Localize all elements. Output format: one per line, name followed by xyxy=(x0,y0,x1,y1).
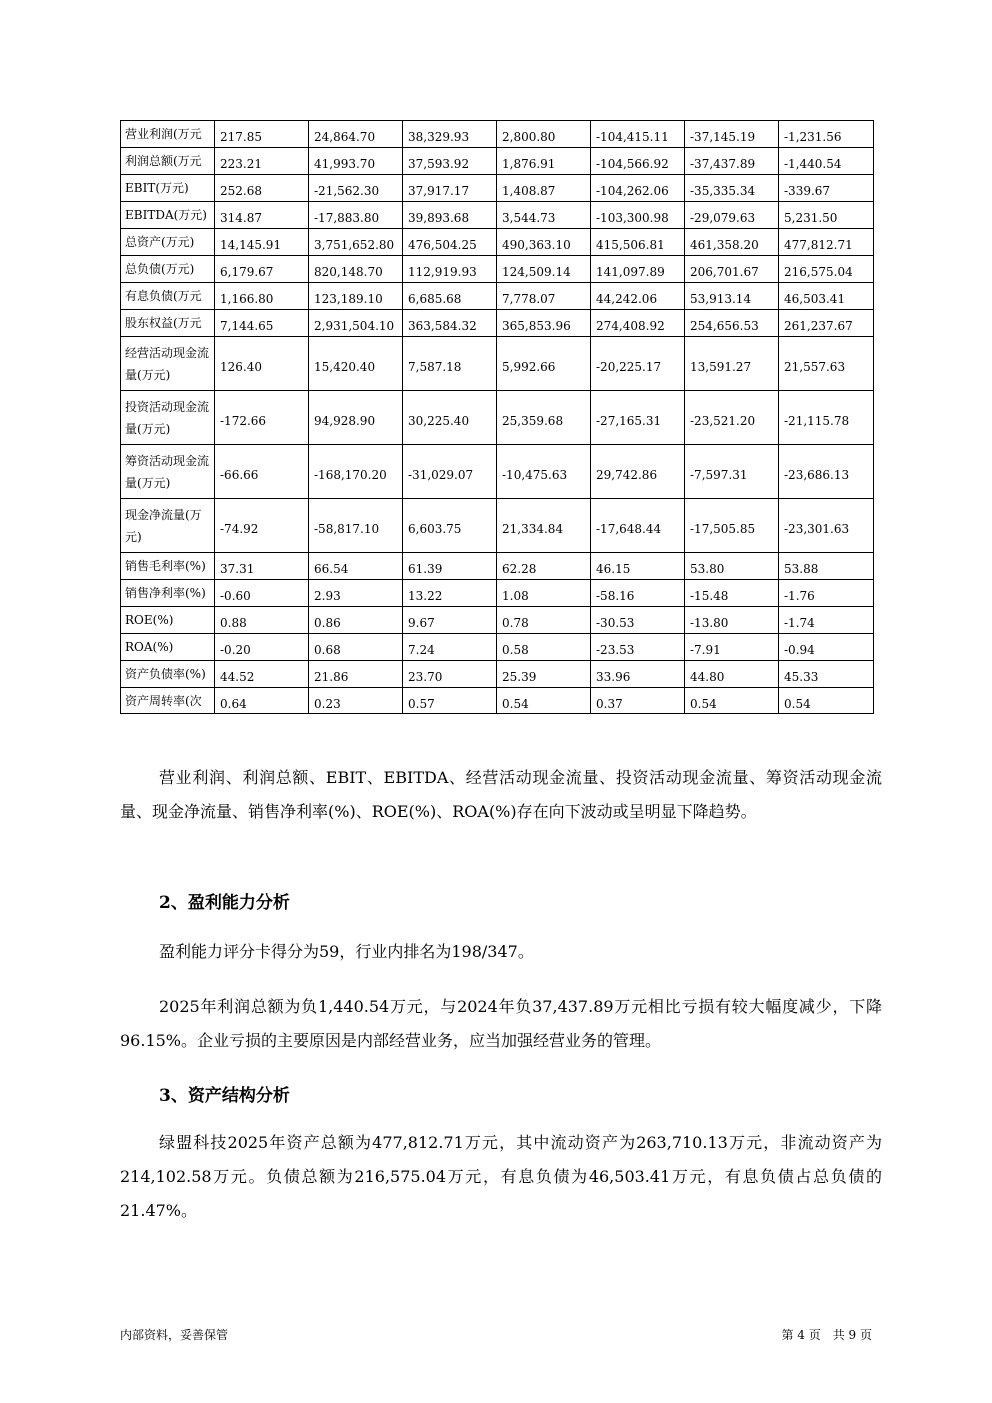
table-cell: 1,166.80 xyxy=(215,283,309,310)
table-cell: 0.57 xyxy=(403,688,497,714)
table-cell: 0.78 xyxy=(497,607,591,634)
table-cell: 477,812.71 xyxy=(779,229,874,256)
table-cell: -17,648.44 xyxy=(591,499,685,553)
table-cell: 13.22 xyxy=(403,580,497,607)
table-cell: -58,817.10 xyxy=(309,499,403,553)
row-label: 股东权益(万元 xyxy=(121,310,215,337)
table-cell: -66.66 xyxy=(215,445,309,499)
row-label: 经营活动现金流量(万元) xyxy=(121,337,215,391)
table-cell: -21,562.30 xyxy=(309,175,403,202)
table-row xyxy=(121,337,874,391)
table-cell: 61.39 xyxy=(403,553,497,580)
table-cell: 0.86 xyxy=(309,607,403,634)
table-cell: 2,931,504.10 xyxy=(309,310,403,337)
table-row xyxy=(121,175,874,202)
table-cell: -31,029.07 xyxy=(403,445,497,499)
table-cell: 1,876.91 xyxy=(497,148,591,175)
footer-confidential-note: 内部资料，妥善保管 xyxy=(120,1328,229,1342)
table-cell: 37,593.92 xyxy=(403,148,497,175)
table-cell: -58.16 xyxy=(591,580,685,607)
table-cell: 23.70 xyxy=(403,661,497,688)
table-cell: 461,358.20 xyxy=(685,229,779,256)
row-label: 总资产(万元) xyxy=(121,229,215,256)
table-cell: -339.67 xyxy=(779,175,874,202)
table-row xyxy=(121,445,874,499)
row-label: 有息负债(万元 xyxy=(121,283,215,310)
table-row xyxy=(121,688,874,714)
table-cell: 0.54 xyxy=(497,688,591,714)
table-cell: -0.60 xyxy=(215,580,309,607)
table-cell: 13,591.27 xyxy=(685,337,779,391)
table-row xyxy=(121,310,874,337)
table-cell: -15.48 xyxy=(685,580,779,607)
table-cell: 216,575.04 xyxy=(779,256,874,283)
table-row xyxy=(121,607,874,634)
table-cell: 141,097.89 xyxy=(591,256,685,283)
table-cell: -37,145.19 xyxy=(685,121,779,148)
table-cell: -103,300.98 xyxy=(591,202,685,229)
table-cell: 5,992.66 xyxy=(497,337,591,391)
profitability-score-paragraph: 盈利能力评分卡得分为59，行业内排名为198/347。 xyxy=(159,942,534,961)
table-cell: 314.87 xyxy=(215,202,309,229)
table-cell: 14,145.91 xyxy=(215,229,309,256)
table-cell: -37,437.89 xyxy=(685,148,779,175)
footer-page-number: 第 4 页 共 9 页 xyxy=(781,1328,872,1342)
table-cell: 24,864.70 xyxy=(309,121,403,148)
table-cell: -23.53 xyxy=(591,634,685,661)
table-cell: -1,440.54 xyxy=(779,148,874,175)
table-cell: 0.68 xyxy=(309,634,403,661)
table-cell: 45.33 xyxy=(779,661,874,688)
table-cell: 363,584.32 xyxy=(403,310,497,337)
trend-summary-paragraph: 营业利润、利润总额、EBIT、EBITDA、经营活动现金流量、投资活动现金流量、筹资活动现金流量、现金净流量、销售净利率(%)、ROE(%)、ROA(%)存在向下波动或呈明显下降趋势。 xyxy=(120,768,882,821)
table-cell: 21,334.84 xyxy=(497,499,591,553)
table-cell: 261,237.67 xyxy=(779,310,874,337)
table-cell: 62.28 xyxy=(497,553,591,580)
row-label: 现金净流量(万元) xyxy=(121,499,215,553)
table-cell: -17,883.80 xyxy=(309,202,403,229)
table-cell: 66.54 xyxy=(309,553,403,580)
row-label: 销售净利率(%) xyxy=(121,580,215,607)
section-heading-profitability: 2、盈利能力分析 xyxy=(159,893,290,913)
table-cell: 0.37 xyxy=(591,688,685,714)
table-cell: 3,544.73 xyxy=(497,202,591,229)
table-cell: 0.54 xyxy=(779,688,874,714)
row-label: 筹资活动现金流量(万元) xyxy=(121,445,215,499)
table-cell: -13.80 xyxy=(685,607,779,634)
table-cell: 44.80 xyxy=(685,661,779,688)
financial-indicator-table xyxy=(120,120,874,714)
table-cell: 415,506.81 xyxy=(591,229,685,256)
table-cell: 0.23 xyxy=(309,688,403,714)
table-row xyxy=(121,229,874,256)
table-cell: 820,148.70 xyxy=(309,256,403,283)
table-cell: 21.86 xyxy=(309,661,403,688)
table-cell: -23,686.13 xyxy=(779,445,874,499)
table-cell: 7,778.07 xyxy=(497,283,591,310)
row-label: EBITDA(万元) xyxy=(121,202,215,229)
table-cell: 0.64 xyxy=(215,688,309,714)
table-cell: -0.20 xyxy=(215,634,309,661)
table-row xyxy=(121,499,874,553)
table-cell: 252.68 xyxy=(215,175,309,202)
table-cell: 7,587.18 xyxy=(403,337,497,391)
table-row xyxy=(121,148,874,175)
table-cell: 217.85 xyxy=(215,121,309,148)
table-cell: 274,408.92 xyxy=(591,310,685,337)
table-cell: 6,179.67 xyxy=(215,256,309,283)
table-row xyxy=(121,553,874,580)
table-cell: 37,917.17 xyxy=(403,175,497,202)
table-cell: 206,701.67 xyxy=(685,256,779,283)
row-label: EBIT(万元) xyxy=(121,175,215,202)
table-row xyxy=(121,580,874,607)
table-cell: -27,165.31 xyxy=(591,391,685,445)
row-label: 销售毛利率(%) xyxy=(121,553,215,580)
table-cell: 7,144.65 xyxy=(215,310,309,337)
table-cell: -104,262.06 xyxy=(591,175,685,202)
table-cell: 41,993.70 xyxy=(309,148,403,175)
table-row xyxy=(121,634,874,661)
asset-structure-paragraph: 绿盟科技2025年资产总额为477,812.71万元，其中流动资产为263,710.13万元，非流动资产为214,102.58万元。负债总额为216,575.04万元，有息负债为46,503.41万元，有息负债占总负债的21.47%。 xyxy=(120,1133,882,1220)
table-cell: 490,363.10 xyxy=(497,229,591,256)
table-cell: 3,751,652.80 xyxy=(309,229,403,256)
table-cell: 1,408.87 xyxy=(497,175,591,202)
table-cell: 6,685.68 xyxy=(403,283,497,310)
table-row xyxy=(121,202,874,229)
table-cell: 38,329.93 xyxy=(403,121,497,148)
table-cell: -10,475.63 xyxy=(497,445,591,499)
table-row xyxy=(121,283,874,310)
table-cell: 25.39 xyxy=(497,661,591,688)
table-cell: 37.31 xyxy=(215,553,309,580)
table-cell: 53,913.14 xyxy=(685,283,779,310)
table-cell: 0.88 xyxy=(215,607,309,634)
table-cell: 9.67 xyxy=(403,607,497,634)
table-cell: -172.66 xyxy=(215,391,309,445)
table-cell: 39,893.68 xyxy=(403,202,497,229)
table-cell: -23,521.20 xyxy=(685,391,779,445)
table-cell: -7,597.31 xyxy=(685,445,779,499)
table-cell: 29,742.86 xyxy=(591,445,685,499)
table-cell: 94,928.90 xyxy=(309,391,403,445)
row-label: 投资活动现金流量(万元) xyxy=(121,391,215,445)
table-cell: -1.74 xyxy=(779,607,874,634)
table-cell: 124,509.14 xyxy=(497,256,591,283)
table-cell: 223.21 xyxy=(215,148,309,175)
row-label: 营业利润(万元 xyxy=(121,121,215,148)
table-cell: 46,503.41 xyxy=(779,283,874,310)
table-cell: 126.40 xyxy=(215,337,309,391)
row-label: ROE(%) xyxy=(121,607,215,634)
row-label: 总负债(万元) xyxy=(121,256,215,283)
table-cell: 7.24 xyxy=(403,634,497,661)
table-cell: 21,557.63 xyxy=(779,337,874,391)
table-cell: 123,189.10 xyxy=(309,283,403,310)
table-cell: -17,505.85 xyxy=(685,499,779,553)
table-cell: -104,415.11 xyxy=(591,121,685,148)
table-cell: 112,919.93 xyxy=(403,256,497,283)
table-cell: -21,115.78 xyxy=(779,391,874,445)
table-cell: 6,603.75 xyxy=(403,499,497,553)
table-cell: -20,225.17 xyxy=(591,337,685,391)
table-cell: 46.15 xyxy=(591,553,685,580)
section-heading-asset-structure: 3、资产结构分析 xyxy=(159,1086,290,1106)
table-cell: 5,231.50 xyxy=(779,202,874,229)
table-cell: -7.91 xyxy=(685,634,779,661)
table-cell: -104,566.92 xyxy=(591,148,685,175)
table-cell: -29,079.63 xyxy=(685,202,779,229)
table-cell: 25,359.68 xyxy=(497,391,591,445)
table-cell: 365,853.96 xyxy=(497,310,591,337)
table-cell: -23,301.63 xyxy=(779,499,874,553)
table-cell: 0.54 xyxy=(685,688,779,714)
profitability-detail-paragraph: 2025年利润总额为负1,440.54万元，与2024年负37,437.89万元相比亏损有较大幅度减少，下降96.15%。企业亏损的主要原因是内部经营业务，应当加强经营业务的管理。 xyxy=(120,997,882,1050)
row-label: 资产负债率(%) xyxy=(121,661,215,688)
table-cell: -168,170.20 xyxy=(309,445,403,499)
table-cell: -30.53 xyxy=(591,607,685,634)
table-cell: 2.93 xyxy=(309,580,403,607)
table-cell: 1.08 xyxy=(497,580,591,607)
row-label: 利润总额(万元 xyxy=(121,148,215,175)
row-label: 资产周转率(次 xyxy=(121,688,215,714)
table-cell: 53.88 xyxy=(779,553,874,580)
table-cell: 254,656.53 xyxy=(685,310,779,337)
table-cell: 53.80 xyxy=(685,553,779,580)
table-row xyxy=(121,121,874,148)
table-cell: -0.94 xyxy=(779,634,874,661)
table-cell: 0.58 xyxy=(497,634,591,661)
table-cell: 2,800.80 xyxy=(497,121,591,148)
table-cell: -35,335.34 xyxy=(685,175,779,202)
table-cell: 33.96 xyxy=(591,661,685,688)
row-label: ROA(%) xyxy=(121,634,215,661)
table-cell: 44,242.06 xyxy=(591,283,685,310)
table-cell: 30,225.40 xyxy=(403,391,497,445)
table-cell: 44.52 xyxy=(215,661,309,688)
table-row xyxy=(121,661,874,688)
table-row xyxy=(121,391,874,445)
table-cell: -1.76 xyxy=(779,580,874,607)
table-cell: -1,231.56 xyxy=(779,121,874,148)
table-cell: 476,504.25 xyxy=(403,229,497,256)
table-cell: 15,420.40 xyxy=(309,337,403,391)
table-row xyxy=(121,256,874,283)
table-cell: -74.92 xyxy=(215,499,309,553)
